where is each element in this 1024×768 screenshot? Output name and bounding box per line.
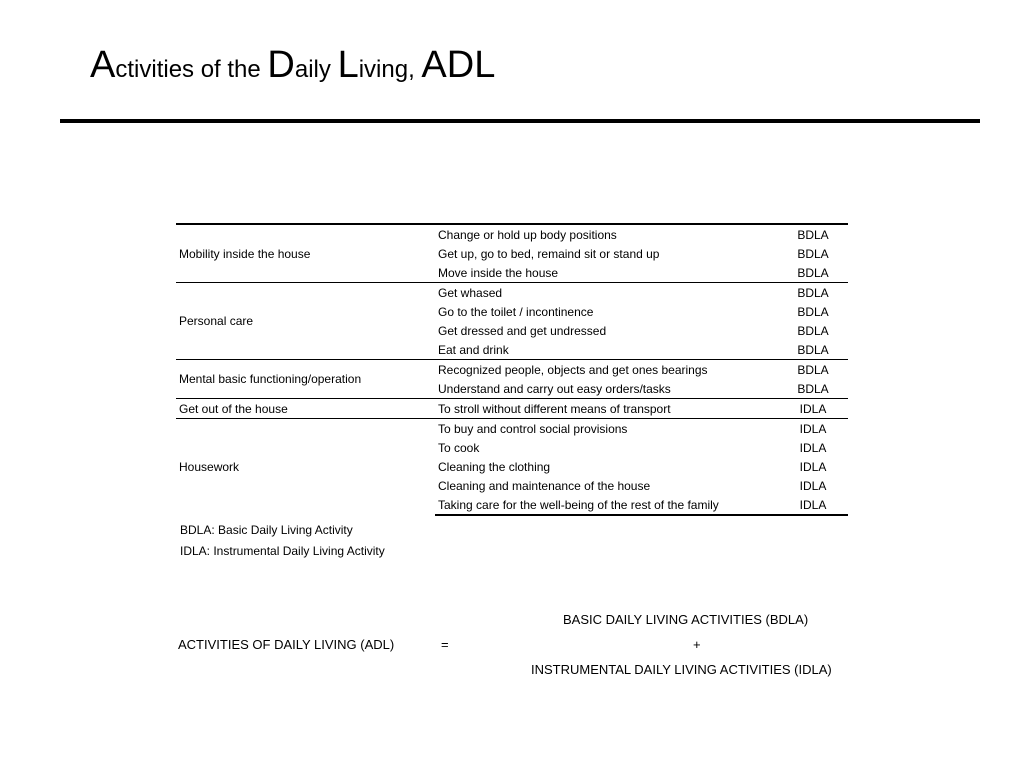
table-group [176, 360, 848, 399]
title-part: A [90, 44, 116, 86]
table-row [176, 283, 848, 303]
category-cell: Get out of the house [176, 399, 435, 419]
category-cell: Personal care [176, 283, 435, 360]
code-cell: IDLA [778, 495, 848, 515]
legend-bdla: BDLA: Basic Daily Living Activity [180, 523, 353, 537]
activity-cell: To stroll without different means of transport [435, 399, 778, 419]
code-cell: IDLA [799, 459, 827, 474]
activity-cell: Get dressed and get undressed [438, 323, 607, 338]
activity-cell: To buy and control social provisions [435, 419, 778, 439]
title-part: iving, [358, 56, 422, 83]
table-group [176, 419, 848, 516]
activity-cell: To cook [438, 440, 480, 455]
code-cell: BDLA [778, 360, 848, 380]
activity-cell: Move inside the house [438, 265, 559, 280]
legend-idla: IDLA: Instrumental Daily Living Activity [180, 544, 385, 558]
code-cell: BDLA [797, 304, 829, 319]
code-cell: BDLA [797, 342, 829, 357]
activity-cell: Recognized people, objects and get ones bearings [435, 360, 778, 380]
activity-cell: Get whased [435, 283, 778, 303]
category-cell: Housework [176, 419, 435, 516]
code-cell: IDLA [799, 440, 827, 455]
activity-cell: Cleaning the clothing [438, 459, 551, 474]
title-part: L [337, 44, 359, 86]
table-row [176, 419, 848, 439]
title-part: aily [294, 56, 338, 83]
adl-table [176, 223, 848, 516]
title-part: ctivities of the [115, 56, 268, 83]
category-cell: Mental basic functioning/operation [176, 360, 435, 399]
title-part: ADL [421, 44, 496, 86]
code-cell: BDLA [797, 246, 829, 261]
category-cell: Mobility inside the house [176, 224, 435, 283]
code-cell: IDLA [778, 399, 848, 419]
code-cell: BDLA [797, 323, 829, 338]
equation-equals-sign: = [441, 637, 449, 652]
activity-cell: Change or hold up body positions [435, 224, 778, 244]
activity-cell: Understand and carry out easy orders/tasks [438, 381, 671, 396]
activity-cell: Eat and drink [438, 342, 509, 357]
table-group [176, 283, 848, 360]
code-cell: BDLA [778, 224, 848, 244]
page-title [90, 46, 495, 84]
code-cell: BDLA [778, 283, 848, 303]
equation-lhs: ACTIVITIES OF DAILY LIVING (ADL) [178, 637, 395, 652]
code-cell: BDLA [797, 265, 829, 280]
table-row [176, 399, 848, 419]
equation-rhs-bdla: BASIC DAILY LIVING ACTIVITIES (BDLA) [563, 612, 809, 627]
table-row [176, 360, 848, 380]
table-group [176, 224, 848, 283]
activity-cell: Taking care for the well-being of the rest of the family [435, 495, 778, 515]
code-cell: BDLA [797, 381, 829, 396]
equation-rhs-idla: INSTRUMENTAL DAILY LIVING ACTIVITIES (IDLA) [531, 662, 832, 677]
title-underline [60, 119, 980, 123]
activity-cell: Go to the toilet / incontinence [438, 304, 594, 319]
equation-plus-sign: + [693, 637, 701, 652]
activity-cell: Cleaning and maintenance of the house [438, 478, 651, 493]
table-group [176, 399, 848, 419]
code-cell: IDLA [778, 419, 848, 439]
code-cell: IDLA [799, 478, 827, 493]
title-part: D [267, 44, 295, 86]
activity-cell: Get up, go to bed, remaind sit or stand up [438, 246, 660, 261]
table-row [176, 224, 848, 244]
